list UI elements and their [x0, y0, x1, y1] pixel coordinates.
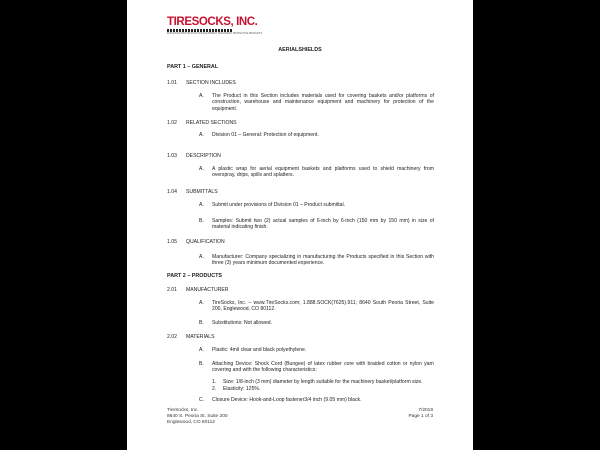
item-text: Manufacturer: Company specializing in manufacturing the Products specified in this Section with three (3) years minimum documented experience.	[212, 254, 434, 267]
footer-address-line1: 8640 S. Peoria St, Suite 200	[167, 414, 228, 419]
item-text: Attaching Device: Shock Cord (Bungee) of latex rubber core with braided cotton or nylon yarn covering and with the following characteristics:	[212, 361, 434, 374]
sub-item-number: 2.	[212, 386, 217, 392]
sub-item-text: Size: 1/8-inch (3 mm) diameter by length suitable for the machinery basket/platform size.	[223, 379, 423, 385]
footer-address-line2: Englewood, CO 80112	[167, 420, 215, 425]
item-text: Substitutions: Not allowed.	[212, 320, 273, 326]
item-letter: C.	[199, 397, 205, 403]
sub-item-text: Elasticity: 125%.	[223, 386, 261, 392]
item-letter: B.	[199, 218, 204, 224]
item-text: Division 01 – General: Protection of equipment.	[212, 132, 319, 138]
item-letter: B.	[199, 320, 204, 326]
document-title: AERIALSHIELDS	[278, 47, 322, 53]
item-letter: A.	[199, 347, 204, 353]
company-logo	[167, 16, 263, 36]
section-title: RELATED SECTIONS	[186, 120, 237, 126]
section-title: SECTION INCLUDES	[186, 80, 236, 86]
part-2-heading: PART 2 – PRODUCTS	[167, 273, 223, 279]
item-text: Submit under provisions of Division 01 – Product submittal.	[212, 202, 346, 208]
item-letter: A.	[199, 300, 204, 306]
section-title: DESCRIPTION	[186, 153, 221, 159]
logo-wordmark: TIRESOCKS, INC.	[167, 16, 258, 28]
item-letter: A.	[199, 166, 204, 172]
item-text: TireSocks, Inc. – www.TireSocks.com; 1.888.SOCK(7625).911; 8640 South Peoria Street, Suite 200, Englewood, CO 80112.	[212, 300, 434, 313]
section-number: 2.02	[167, 334, 177, 340]
item-letter: B.	[199, 361, 204, 367]
section-title: MANUFACTURER	[186, 287, 229, 293]
item-letter: A.	[199, 254, 204, 260]
item-text: Plastic: 4mil clear and black polyethylene.	[212, 347, 307, 353]
item-letter: A.	[199, 132, 204, 138]
section-number: 1.02	[167, 120, 177, 126]
page-number: Page 1 of 3	[408, 414, 433, 419]
item-text: Closure Device: Hook-and-Loop fastener3/4 inch (9.05 mm) black.	[212, 397, 362, 403]
footer-date: 7/2019	[418, 408, 433, 413]
section-number: 1.04	[167, 189, 177, 195]
section-number: 1.05	[167, 239, 177, 245]
logo-tagline: ENHANCED PROTECTION FOR EQUIPMENT MACHINERY PROTECTIVE PRODUCTS	[167, 32, 263, 35]
section-title: SUBMITTALS	[186, 189, 218, 195]
footer-company: TireSocks, Inc.	[167, 408, 199, 413]
section-number: 1.03	[167, 153, 177, 159]
item-letter: A.	[199, 202, 204, 208]
item-text: Samples: Submit two (2) actual samples of 6-inch by 6-inch (150 mm by 150 mm) in size of material indicating finish.	[212, 218, 434, 231]
item-letter: A.	[199, 93, 204, 99]
document-page	[127, 0, 473, 450]
sub-item-number: 1.	[212, 379, 217, 385]
section-title: MATERIALS	[186, 334, 215, 340]
footer-address	[167, 408, 228, 426]
item-text: The Product in this Section includes materials used for covering baskets and/or platforms of construction, warehouse and maintenance equipment and machinery for protection of the equipment.	[212, 93, 434, 112]
footer-meta	[377, 408, 433, 420]
section-number: 1.01	[167, 80, 177, 86]
section-number: 2.01	[167, 287, 177, 293]
part-1-heading: PART 1 – GENERAL	[167, 64, 219, 70]
section-title: QUALIFICATION	[186, 239, 225, 245]
item-text: A plastic wrap for aerial equipment baskets and platforms used to shield machinery from overspray, drips, spills and splatters.	[212, 166, 434, 179]
